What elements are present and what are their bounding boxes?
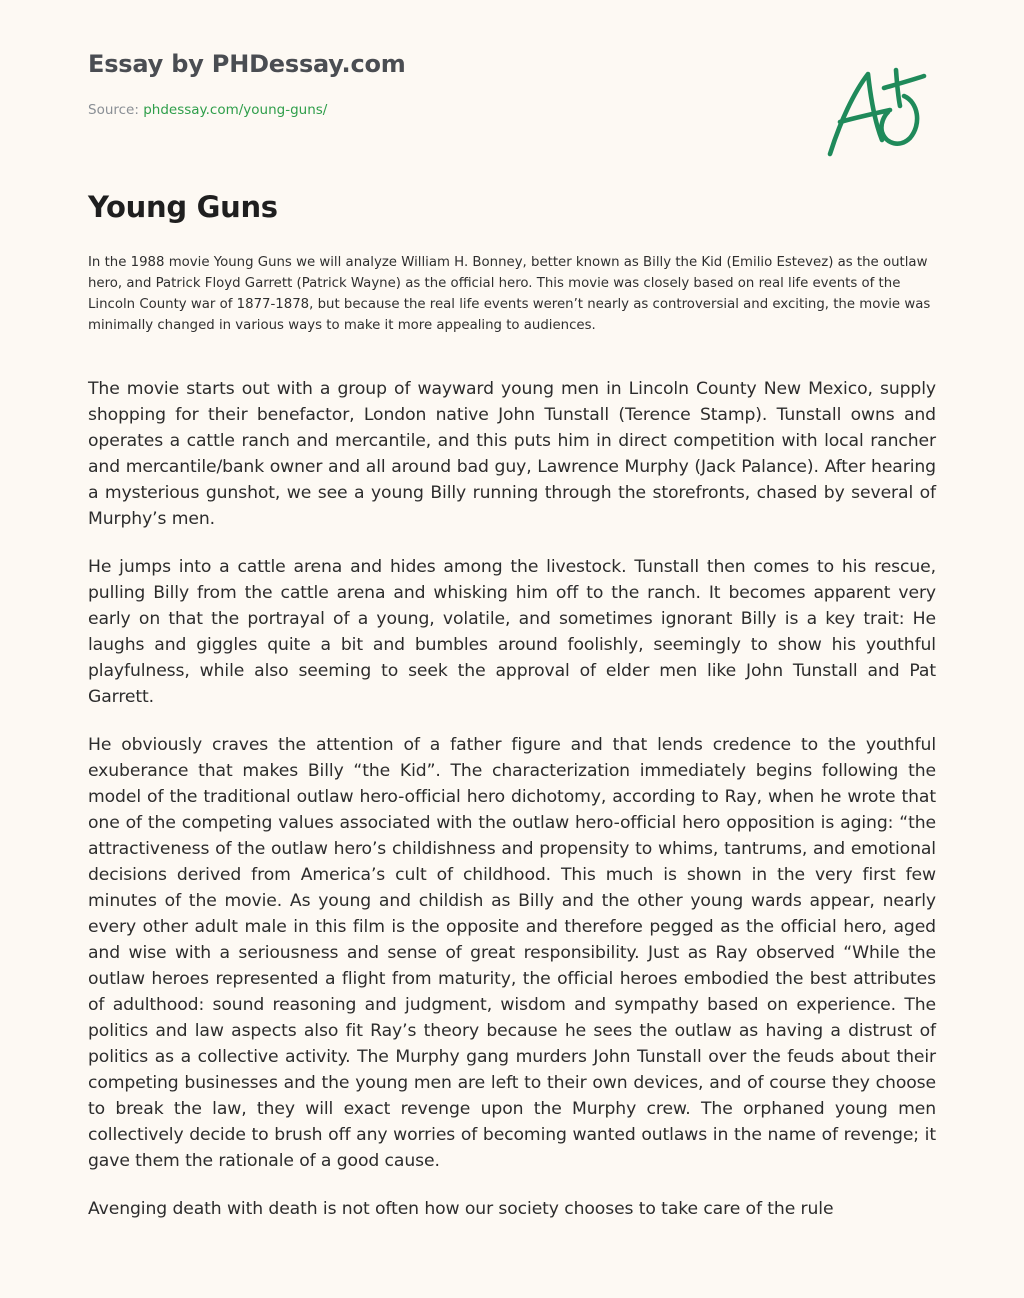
essay-paragraph: He obviously craves the attention of a father figure and that lends credence to the youthful exuberance that makes Billy “the Kid”. The characterization immediately begins following the model of the traditional outlaw hero-official hero dichotomy, according to Ray, when he wrote that one of the competing values associated with the outlaw hero-official hero opposition is aging: “the attractiveness of the outlaw hero’s childishness and propensity to whims, tantrums, and emotional decisions derived from America’s cult of childhood. This much is shown in the very first few minutes of the movie. As young and childish as Billy and the other young wards appear, nearly every other adult male in this film is the opposite and therefore pegged as the official hero, aged and wise with a seriousness and sense of great responsibility. Just as Ray observed “While the outlaw heroes represented a flight from maturity, the official heroes embodied the best attributes of adulthood: sound reasoning and judgment, wisdom and sympathy based on experience. The politics and law aspects also fit Ray’s theory because he sees the outlaw as having a distrust of politics as a collective activity. The Murphy gang murders John Tunstall over the feuds about their competing businesses and the young men are left to their own devices, and of course they choose to break the law, they will exact revenge upon the Murphy crew. The orphaned young men collectively decide to brush off any worries of becoming wanted outlaws in the name of revenge; it gave them the rationale of a good cause. [88, 735, 936, 1171]
source-line [88, 102, 327, 118]
logo-plus-vertical [896, 70, 900, 106]
essay-paragraph: He jumps into a cattle arena and hides among the livestock. Tunstall then comes to his rescue, pulling Billy from the cattle arena and whisking him off to the ranch. It becomes apparent very early on that the portrayal of a young, volatile, and sometimes ignorant Billy is a key trait: He laughs and giggles quite a bit and bumbles around foolishly, seemingly to show his youthful playfulness, while also seeming to seek the approval of elder men like John Tunstall and Pat Garrett. [88, 557, 936, 707]
site-title: Essay by PHDessay.com [88, 50, 406, 78]
essay-title: Young Guns [88, 190, 278, 224]
source-label: Source: [88, 102, 144, 118]
source-link[interactable]: phdessay.com/young-guns/ [143, 102, 328, 118]
logo-plus-horizontal [884, 76, 924, 88]
a-plus-logo-icon [824, 62, 928, 162]
essay-paragraph: The movie starts out with a group of wayward young men in Lincoln County New Mexico, supply shopping for their benefactor, London native John Tunstall (Terence Stamp). Tunstall owns and operates a cattle ranch and mercantile, and this puts him in direct competition with local rancher and mercantile/bank owner and all around bad guy, Lawrence Murphy (Jack Palance). After hearing a mysterious gunshot, we see a young Billy running through the storefronts, chased by several of Murphy’s men. [88, 379, 936, 529]
essay-body [88, 376, 936, 1244]
essay-paragraph: Avenging death with death is not often how our society chooses to take care of the rule [88, 1199, 834, 1219]
essay-intro: In the 1988 movie Young Guns we will analyze William H. Bonney, better known as Billy the Kid (Emilio Estevez) as the outlaw hero, and Patrick Floyd Garrett (Patrick Wayne) as the official hero. This movie was closely based on real life events of the Lincoln County war of 1877-1878, but because the real life events weren’t nearly as controversial and exciting, the movie was minimally changed in various ways to make it more appealing to audiences. [88, 255, 931, 333]
a-plus-logo [824, 62, 928, 162]
